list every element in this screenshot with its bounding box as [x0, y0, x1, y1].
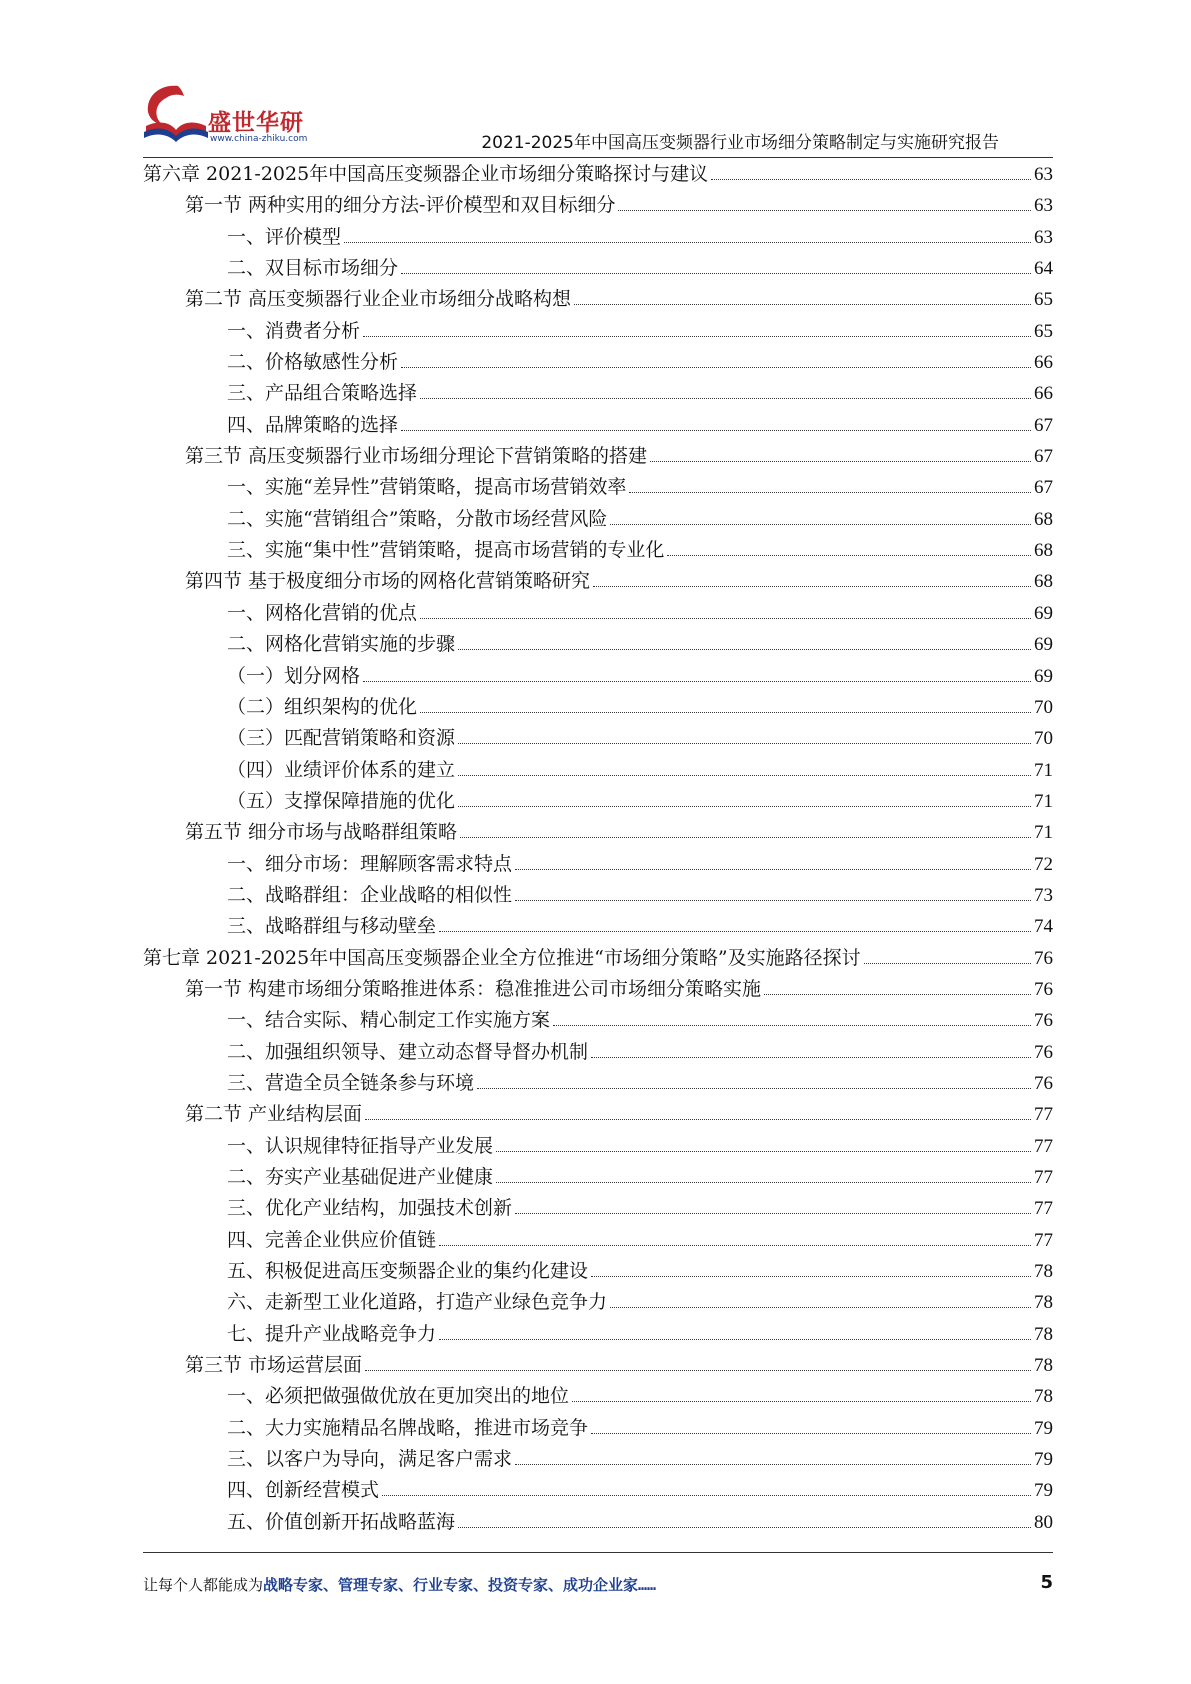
toc-dot-leader [458, 648, 1031, 650]
toc-entry-label: 四、创新经营模式 [227, 1479, 380, 1502]
footer-slogan-prefix: 让每个人都能成为 [143, 1576, 264, 1594]
toc-entry-label: 二、价格敏感性分析 [227, 351, 399, 374]
toc-entry[interactable] [143, 1319, 1053, 1350]
toc-entry-label: 二、加强组织领导、建立动态督导督办机制 [227, 1040, 589, 1063]
toc-entry-label: 四、完善企业供应价值链 [227, 1228, 437, 1251]
toc-entry-label: 第四节 基于极度细分市场的网格化营销策略研究 [185, 570, 591, 593]
footer-slogan-emphasis: 战略专家、管理专家、行业专家、投资专家、成功企业家…… [263, 1576, 657, 1594]
toc-entry-label: 一、网格化营销的优点 [227, 601, 418, 624]
toc-dot-leader [667, 554, 1031, 556]
toc-entry[interactable] [143, 911, 1053, 942]
toc-entry-page: 70 [1034, 728, 1053, 750]
toc-entry-page: 67 [1034, 446, 1053, 468]
toc-entry-page: 71 [1034, 790, 1053, 812]
toc-entry-label: 一、细分市场：理解顾客需求特点 [227, 852, 513, 875]
toc-entry-page: 76 [1034, 1041, 1053, 1063]
toc-entry-page: 68 [1034, 571, 1053, 593]
toc-entry[interactable] [143, 786, 1053, 817]
toc-entry[interactable] [143, 1287, 1053, 1318]
toc-entry-page: 70 [1034, 696, 1053, 718]
toc-entry[interactable] [143, 723, 1053, 754]
toc-entry[interactable] [143, 880, 1053, 911]
toc-entry[interactable] [143, 190, 1053, 221]
toc-dot-leader [401, 366, 1031, 368]
toc-entry-label: （三）匹配营销策略和资源 [227, 727, 456, 750]
toc-dot-leader [496, 1150, 1031, 1152]
toc-entry-label: 五、积极促进高压变频器企业的集约化建设 [227, 1260, 589, 1283]
toc-dot-leader [553, 1024, 1031, 1026]
toc-dot-leader [458, 774, 1031, 776]
logo-url: www.china-zhiku.com [210, 134, 308, 144]
toc-entry[interactable] [143, 1068, 1053, 1099]
toc-entry-page: 79 [1034, 1480, 1053, 1502]
toc-dot-leader [401, 429, 1031, 431]
toc-entry-page: 68 [1034, 508, 1053, 530]
toc-dot-leader [439, 930, 1031, 932]
toc-entry[interactable] [143, 598, 1053, 629]
toc-entry-page: 63 [1034, 164, 1053, 185]
toc-entry-label: 七、提升产业战略竞争力 [227, 1322, 437, 1345]
company-logo [138, 82, 318, 148]
toc-entry-page: 69 [1034, 602, 1053, 624]
toc-dot-leader [610, 1306, 1031, 1308]
book-swoosh-logo-icon [138, 82, 210, 148]
toc-entry-page: 71 [1034, 759, 1053, 781]
toc-entry-page: 77 [1034, 1104, 1053, 1126]
toc-dot-leader [515, 868, 1031, 870]
toc-entry-label: 一、评价模型 [227, 225, 342, 248]
toc-entry-label: 第七章 2021-2025年中国高压变频器企业全方位推进“市场细分策略”及实施路径探讨 [143, 946, 861, 969]
toc-entry-label: 三、实施“集中性”营销策略，提高市场营销的专业化 [227, 539, 665, 562]
toc-entry-page: 71 [1034, 822, 1053, 844]
toc-dot-leader [515, 899, 1031, 901]
toc-dot-leader [439, 1338, 1031, 1340]
toc-entry-label: 二、战略群组：企业战略的相似性 [227, 883, 513, 906]
toc-entry-label: 二、夯实产业基础促进产业健康 [227, 1166, 494, 1188]
toc-entry-label: （四）业绩评价体系的建立 [227, 758, 456, 781]
toc-dot-leader [365, 1118, 1031, 1120]
toc-dot-leader [365, 1369, 1031, 1371]
toc-dot-leader [515, 1463, 1031, 1465]
footer-divider [143, 1552, 1053, 1553]
toc-dot-leader [460, 836, 1031, 838]
toc-dot-leader [650, 460, 1031, 462]
toc-entry-page: 76 [1034, 978, 1053, 1000]
toc-entry[interactable] [143, 159, 1053, 190]
toc-entry-page: 78 [1034, 1292, 1053, 1314]
footer-slogan [143, 1574, 656, 1595]
toc-entry-page: 67 [1034, 414, 1053, 436]
toc-entry-page: 76 [1034, 1072, 1053, 1094]
toc-dot-leader [574, 303, 1031, 305]
toc-entry[interactable] [143, 974, 1053, 1005]
toc-entry[interactable] [143, 1193, 1053, 1224]
toc-entry-label: 一、结合实际、精心制定工作实施方案 [227, 1009, 551, 1032]
toc-entry-label: （五）支撑保障措施的优化 [227, 789, 456, 812]
toc-entry-page: 77 [1034, 1198, 1053, 1220]
toc-entry-page: 78 [1034, 1355, 1053, 1377]
toc-entry-page: 74 [1034, 916, 1053, 938]
toc-entry-page: 80 [1034, 1511, 1053, 1533]
toc-dot-leader [401, 272, 1031, 274]
toc-dot-leader [593, 585, 1031, 587]
toc-dot-leader [344, 241, 1031, 243]
toc-entry-page: 76 [1034, 1010, 1053, 1032]
header-divider [143, 157, 1053, 158]
toc-entry-page: 76 [1034, 947, 1053, 969]
toc-dot-leader [591, 1432, 1031, 1434]
toc-entry[interactable] [143, 1162, 1053, 1193]
toc-entry[interactable] [143, 629, 1053, 660]
toc-entry[interactable] [143, 1444, 1053, 1475]
report-title: 2021-2025年中国高压变频器行业市场细分策略制定与实施研究报告 [481, 133, 999, 153]
toc-entry-page: 68 [1034, 540, 1053, 562]
toc-entry-label: 二、大力实施精品名牌战略，推进市场竞争 [227, 1416, 589, 1439]
toc-entry-page: 78 [1034, 1323, 1053, 1345]
toc-entry[interactable] [143, 316, 1053, 347]
toc-entry[interactable] [143, 1413, 1053, 1444]
toc-entry[interactable] [143, 661, 1053, 692]
toc-entry-page: 77 [1034, 1135, 1053, 1157]
toc-entry-page: 63 [1034, 195, 1053, 217]
toc-entry-label: 三、战略群组与移动壁垒 [227, 915, 437, 938]
toc-entry[interactable] [143, 1350, 1053, 1381]
toc-entry-page: 77 [1034, 1229, 1053, 1251]
toc-dot-leader [420, 617, 1031, 619]
logo-title: 盛世华研 [208, 110, 304, 136]
toc-entry-page: 69 [1034, 665, 1053, 687]
toc-entry-label: （二）组织架构的优化 [227, 695, 418, 718]
toc-entry-label: 第一节 构建市场细分策略推进体系：稳准推进公司市场细分策略实施 [185, 977, 762, 1000]
toc-entry-label: 一、实施“差异性”营销策略，提高市场营销效率 [227, 476, 627, 499]
toc-entry[interactable] [143, 504, 1053, 535]
toc-entry[interactable] [143, 849, 1053, 880]
toc-dot-leader [458, 1526, 1031, 1528]
page-number: 5 [1040, 1572, 1053, 1593]
toc-entry-label: 三、产品组合策略选择 [227, 382, 418, 405]
toc-entry-label: 六、走新型工业化道路，打造产业绿色竞争力 [227, 1291, 608, 1314]
toc-entry[interactable] [143, 535, 1053, 566]
toc-dot-leader [764, 993, 1031, 995]
toc-dot-leader [420, 711, 1031, 713]
toc-entry[interactable] [143, 1475, 1053, 1506]
toc-entry-page: 67 [1034, 477, 1053, 499]
toc-dot-leader [477, 1087, 1031, 1089]
toc-dot-leader [591, 1056, 1031, 1058]
toc-dot-leader [618, 209, 1031, 211]
toc-entry-label: 四、品牌策略的选择 [227, 413, 399, 436]
toc-entry[interactable] [143, 1005, 1053, 1036]
toc-entry-label: 三、以客户为导向，满足客户需求 [227, 1448, 513, 1471]
toc-entry-page: 65 [1034, 320, 1053, 342]
toc-entry-label: （一）划分网格 [227, 664, 361, 687]
toc-entry-page: 79 [1034, 1449, 1053, 1471]
toc-dot-leader [711, 178, 1031, 180]
toc-entry-label: 一、消费者分析 [227, 319, 361, 342]
toc-entry-page: 73 [1034, 884, 1053, 906]
toc-dot-leader [458, 742, 1031, 744]
toc-entry-page: 65 [1034, 289, 1053, 311]
toc-entry[interactable] [143, 284, 1053, 315]
toc-entry[interactable] [143, 1225, 1053, 1256]
toc-entry[interactable] [143, 222, 1053, 253]
toc-entry[interactable] [143, 253, 1053, 284]
toc-dot-leader [458, 805, 1031, 807]
toc-entry-page: 69 [1034, 634, 1053, 656]
toc-dot-leader [382, 1494, 1031, 1496]
toc-entry-label: 三、营造全员全链条参与环境 [227, 1071, 475, 1094]
toc-entry[interactable] [143, 1131, 1053, 1162]
toc-entry[interactable] [143, 566, 1053, 597]
toc-entry-label: 二、实施“营销组合”策略，分散市场经营风险 [227, 507, 608, 530]
toc-entry-label: 一、必须把做强做优放在更加突出的地位 [227, 1385, 570, 1408]
toc-dot-leader [496, 1181, 1031, 1183]
toc-entry-page: 78 [1034, 1261, 1053, 1283]
toc-dot-leader [629, 491, 1031, 493]
toc-entry[interactable] [143, 755, 1053, 786]
toc-dot-leader [363, 335, 1031, 337]
toc-entry-label: 三、优化产业结构，加强技术创新 [227, 1197, 513, 1220]
toc-entry-label: 第二节 产业结构层面 [185, 1103, 363, 1126]
page-header [0, 0, 1191, 160]
toc-dot-leader [591, 1275, 1031, 1277]
toc-entry[interactable] [143, 410, 1053, 441]
toc-entry[interactable] [143, 441, 1053, 472]
toc-entry-page: 66 [1034, 352, 1053, 374]
toc-dot-leader [420, 397, 1031, 399]
toc-entry-label: 一、认识规律特征指导产业发展 [227, 1134, 494, 1157]
toc-entry-page: 79 [1034, 1417, 1053, 1439]
toc-entry[interactable] [143, 943, 1053, 974]
toc-entry-label: 二、网格化营销实施的步骤 [227, 633, 456, 656]
toc-entry-label: 第一节 两种实用的细分方法-评价模型和双目标细分 [185, 194, 616, 217]
toc-entry-label: 五、价值创新开拓战略蓝海 [227, 1510, 456, 1533]
toc-entry-page: 78 [1034, 1386, 1053, 1408]
toc-dot-leader [572, 1400, 1031, 1402]
toc-entry[interactable] [143, 347, 1053, 378]
toc-entry-label: 第三节 高压变频器行业市场细分理论下营销策略的搭建 [185, 445, 648, 468]
toc-dot-leader [864, 962, 1031, 964]
toc-entry[interactable] [143, 1256, 1053, 1287]
toc-entry[interactable] [143, 1507, 1053, 1538]
toc-entry[interactable] [143, 1037, 1053, 1068]
toc-entry-label: 第三节 市场运营层面 [185, 1354, 363, 1377]
toc-entry-page: 77 [1034, 1167, 1053, 1188]
table-of-contents [143, 159, 1053, 1538]
toc-entry-label: 二、双目标市场细分 [227, 257, 399, 280]
toc-entry[interactable] [143, 472, 1053, 503]
toc-entry[interactable] [143, 378, 1053, 409]
toc-entry-label: 第五节 细分市场与战略群组策略 [185, 821, 458, 844]
toc-entry-page: 66 [1034, 383, 1053, 405]
toc-entry-page: 64 [1034, 258, 1053, 280]
toc-entry-label: 第六章 2021-2025年中国高压变频器企业市场细分策略探讨与建议 [143, 163, 709, 185]
toc-entry-page: 72 [1034, 853, 1053, 875]
toc-entry-label: 第二节 高压变频器行业企业市场细分战略构想 [185, 288, 572, 311]
toc-entry[interactable] [143, 1099, 1053, 1130]
toc-entry[interactable] [143, 692, 1053, 723]
toc-entry-page: 63 [1034, 226, 1053, 248]
toc-dot-leader [363, 680, 1031, 682]
toc-dot-leader [515, 1212, 1031, 1214]
toc-entry[interactable] [143, 817, 1053, 848]
toc-entry[interactable] [143, 1381, 1053, 1412]
toc-dot-leader [439, 1244, 1031, 1246]
toc-dot-leader [610, 523, 1031, 525]
